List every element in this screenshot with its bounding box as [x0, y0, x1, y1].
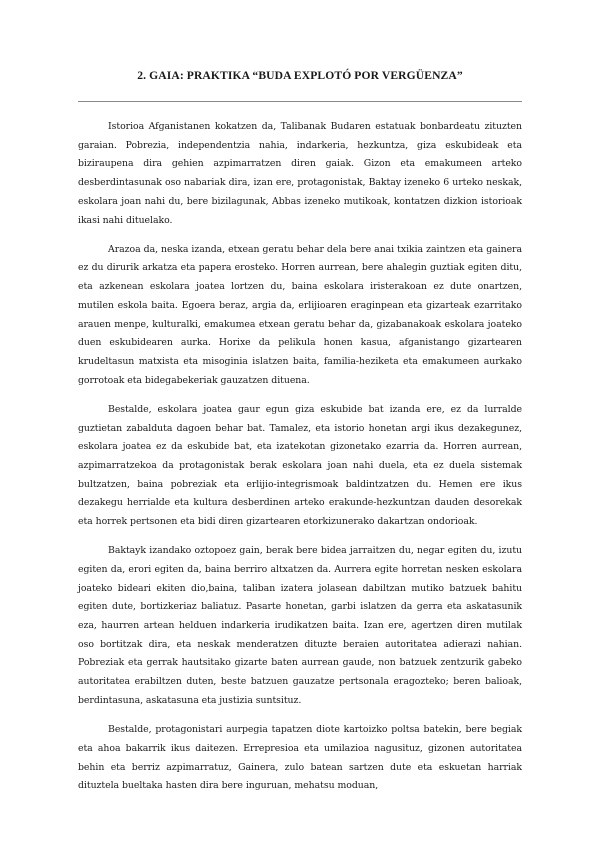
paragraph-5: Bestalde, protagonistari aurpegia tapatzen diote kartoizko poltsa batekin, bere begiak eta ahoa bakarrik ikus daitezen. Errepresioa eta umilazioa nagusituz, gizonen autoritatea behin eta berriz azpimarratuz, Gainera, zulo batean sartzen dute eta eskuetan harriak dituztela bueltaka hasten dira bere inguruan, mehatsu moduan, — [78, 724, 522, 792]
paragraph-4: Baktayk izandako oztopoez gain, berak bere bidea jarraitzen du, negar egiten du, izutu egiten da, erori egiten da, baina berriro altxatzen da. Aurrera egite horretan nesken eskolara joateko bideari ekiten dio,baina, taliban izatera jolasean dabiltzan mutiko batzuek bahitu egiten dute, bortizkeriaz baliatuz. Pasarte honetan, garbi islatzen da gerra eta askatasunik eza, haurren artean helduen indarkeria irudikatzen baita. Izan ere, agertzen diren mutilak oso bortitzak dira, eta neskak menderatzen dituzte beraien autoritatea adierazi nahian. Pobreziak eta gerrak hautsitako gizarte baten aurrean gaude, non batzuek zentzurik gabeko autoritatea erabiltzen duten, beste batzuen gauzatze pertsonala eragozteko; beren balioak, berdintasuna, askatasuna eta justizia suntsituz. — [78, 545, 522, 706]
document-body — [78, 118, 522, 806]
paragraph-1: Istorioa Afganistanen kokatzen da, Talibanak Budaren estatuak bonbardeatu zituzten garaian. Pobrezia, independentzia nahia, indarkeria, hezkuntza, giza eskubideak eta biziraupena dira gehien azpimarratzen diren gaiak. Gizon eta emakumeen arteko desberdintasunak oso nabariak dira, izan ere, protagonistak, Baktay izeneko 6 urteko neskak, eskolara joan nahi du, bere bizilagunak, Abbas izeneko mutikoak, kontatzen dizkion istorioak ikasi nahi dituelako. — [78, 121, 522, 226]
document-title: 2. GAIA: PRAKTIKA “BUDA EXPLOTÓ POR VERGÜENZA” — [137, 69, 463, 82]
paragraph-3: Bestalde, eskolara joatea gaur egun giza eskubide bat izanda ere, ez da lurralde guztietan zabalduta dagoen behar bat. Tamalez, eta istorio honetan argi ikus dezakegunez, eskolara joatea ez da eskubide bat, eta izatekotan gizonetako ezarria da. Horren aurrean, azpimarratzekoa da protagonistak berak eskolara joan nahi duela, eta ez duela sistemak bultzatzen, baina pobreziak eta erlijio-integrismoak baldintzatzen du. Hemen ere ikus dezakegu herrialde eta kultura desberdinen arteko erakunde-hezkuntzan dauden desorekak eta horrek pertsonen eta bidi diren gizartearen etorkizunerako dakartzan ondorioak. — [78, 403, 522, 528]
paragraph-2: Arazoa da, neska izanda, etxean geratu behar dela bere anai txikia zaintzen eta gainera ez du dirurik arkatza eta papera erosteko. Horren aurrean, bere ahalegin guztiak egiten ditu, eta azkenean eskolara joatea lortzen du, baina eskolara iristerakoan ez dute onartzen, mutilen eskola baita. Egoera beraz, argia da, erlijioaren eraginpean eta gizarteak ezarritako arauen menpe, kulturalki, emakumea etxean geratu behar da, gizabanakoak eskolara joateko duen eskubidearen aurka. Horixe da pelikula honen kasua, afganistango gizartearen krudeltasun matxista eta misoginia islatzen baita, familia-heziketa eta emakumeen aurkako gorrotoak eta bidegabekeriak gauzatzen dituena. — [78, 243, 522, 386]
title-divider — [78, 101, 522, 102]
